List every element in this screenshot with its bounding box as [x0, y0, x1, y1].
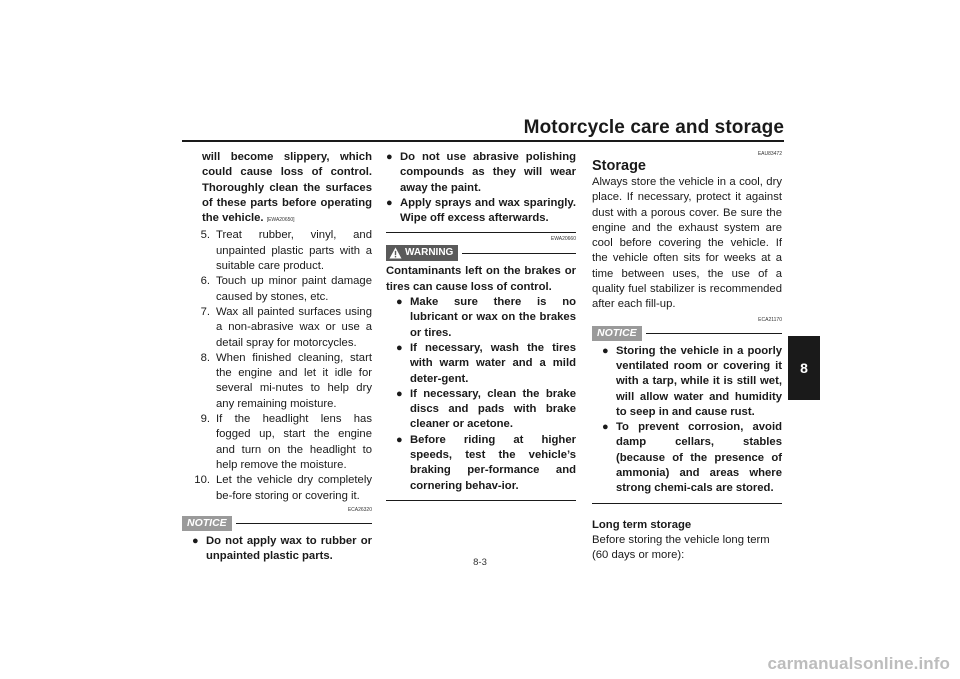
warning-label: WARNING — [386, 245, 458, 261]
bullet-icon: ● — [396, 433, 403, 446]
bullet-icon: ● — [192, 534, 199, 547]
warning-code: EWA20660 — [550, 236, 576, 243]
notice-bullet: ● To prevent corrosion, avoid damp cellars, stables (because of the presence of ammonia) and areas where strong chemi-cals are stored. — [592, 420, 782, 496]
section-title: Storage — [592, 158, 646, 174]
notice-header — [182, 516, 372, 531]
warning-bullet: ● Before riding at higher speeds, test the vehicle’s braking per-formance and cornering behav-ior. — [386, 433, 576, 494]
watermark: carmanualsonline.info — [767, 654, 950, 673]
storage-body: Always store the vehicle in a cool, dry place. If necessary, protect it against dust with a porous cover. Be sure the engine and the exhaust system are cool before covering the vehicle. If the vehicle often sits for weeks at a time between uses, the use of a quality fuel stabilizer is recommended after each fill-up. — [592, 176, 782, 311]
warning-header — [386, 245, 576, 261]
step-item: 5. Treat rubber, vinyl, and unpainted plastic parts with a suitable care product. — [200, 229, 372, 273]
subheading-long-term-storage: Long term storage — [592, 518, 692, 531]
bullet-icon: ● — [602, 344, 609, 357]
section-code: EAU83472 — [757, 151, 782, 157]
notice-rule — [236, 523, 372, 524]
warning-end-rule — [386, 500, 576, 501]
notice-bullet: ● Apply sprays and wax sparingly. Wipe off excess afterwards. — [386, 196, 576, 227]
bullet-icon: ● — [396, 296, 403, 309]
warning-bullet: ● If necessary, wash the tires with warm water and a mild deter-gent. — [386, 341, 576, 387]
page-header-title: Motorcycle care and storage — [523, 117, 784, 138]
bullet-icon: ● — [386, 151, 393, 163]
step-item: 9. If the headlight lens has fogged up, start the engine and turn on the headlight to help remove the moisture. — [200, 413, 372, 471]
right-column — [592, 150, 782, 564]
warning-code: [EWA20650] — [266, 217, 295, 224]
notice-bullet: ● Storing the vehicle in a poorly ventilated room or covering it with a tarp, while it is still wet, will allow water and humidity to seep in and cause rust. — [592, 344, 782, 420]
warning-rule — [462, 253, 576, 254]
notice-end-rule — [386, 232, 576, 233]
warning-continuation: will become slippery, which could cause loss of control. Thoroughly clean the surfaces of these parts before operating the vehicle. [EWA20650] — [202, 151, 372, 225]
long-term-storage-body: Before storing the vehicle long term (60 days or more): — [592, 533, 770, 562]
notice-code: ECA21170 — [758, 316, 782, 323]
page-number: 8-3 — [473, 557, 487, 568]
notice-bullet: ● Do not apply wax to rubber or unpainted plastic parts. — [182, 534, 372, 565]
notice-label: NOTICE — [592, 326, 642, 341]
notice-code: ECA26320 — [347, 506, 372, 513]
warning-intro: Contaminants left on the brakes or tires can cause loss of control. — [386, 265, 576, 293]
step-item: 7. Wax all painted surfaces using a non-abrasive wax or use a detail spray for motorcycles. — [200, 305, 372, 349]
notice-header — [592, 326, 782, 341]
notice-end-rule — [592, 503, 782, 504]
chapter-tab: 8 — [788, 336, 820, 400]
step-item: 10. Let the vehicle dry completely be-fore storing or covering it. — [194, 474, 372, 502]
header-rule — [182, 140, 784, 142]
bullet-icon: ● — [386, 196, 393, 209]
bullet-icon: ● — [396, 387, 403, 400]
warning-bullet: ● If necessary, clean the brake discs and pads with brake cleaner or acetone. — [386, 387, 576, 433]
notice-rule — [646, 333, 782, 334]
step-item: 6. Touch up minor paint damage caused by stones, etc. — [200, 275, 372, 303]
step-item: 8. When finished cleaning, start the engine and let it idle for several mi-nutes to help dry any remaining moisture. — [200, 351, 372, 410]
left-column — [182, 150, 372, 564]
notice-bullet: ● Do not use abrasive polishing compounds as they will wear away the paint. — [386, 150, 576, 196]
middle-column — [386, 150, 576, 501]
bullet-icon: ● — [396, 341, 403, 354]
warning-triangle-icon — [389, 247, 402, 259]
bullet-icon: ● — [602, 421, 609, 434]
notice-label: NOTICE — [182, 516, 232, 531]
warning-bullet: ● Make sure there is no lubricant or wax on the brakes or tires. — [386, 295, 576, 341]
